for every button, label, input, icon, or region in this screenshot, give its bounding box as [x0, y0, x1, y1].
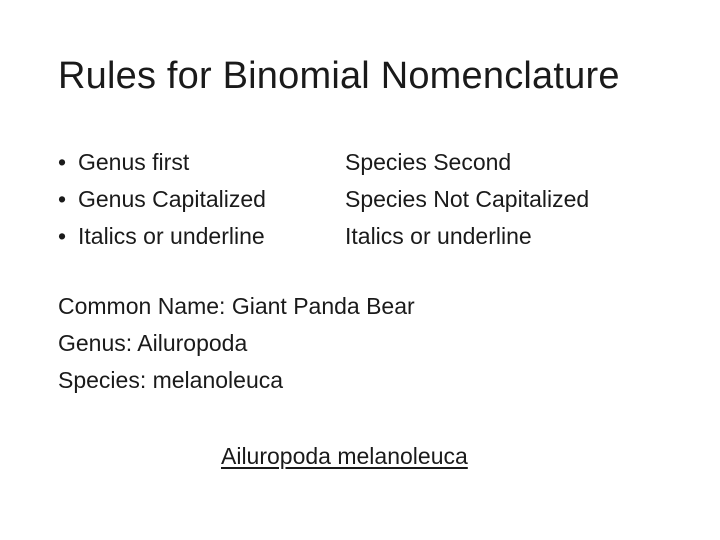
genus-rule-item [58, 181, 266, 218]
scientific-name: Ailuropoda melanoleuca [221, 443, 468, 469]
species-rules-list [345, 144, 589, 255]
genus-rule-item [58, 218, 266, 255]
genus-rule-item [58, 144, 266, 181]
genus-line: Genus: Ailuropoda [58, 330, 248, 356]
bullet-icon: • [58, 223, 67, 249]
example-block [58, 288, 415, 399]
genus-rules-list [58, 144, 266, 255]
genus-rule-text: Italics or underline [78, 223, 265, 249]
genus-rule-text: Genus first [78, 149, 190, 175]
bullet-icon: • [58, 149, 67, 175]
species-rule-item: Species Not Capitalized [345, 186, 590, 212]
species-rule-item: Species Second [345, 149, 512, 175]
common-name-line: Common Name: Giant Panda Bear [58, 293, 415, 319]
bullet-icon: • [58, 186, 67, 212]
species-rule-item: Italics or underline [345, 223, 532, 249]
slide-title: Rules for Binomial Nomenclature [58, 55, 620, 97]
genus-rule-text: Genus Capitalized [78, 186, 266, 212]
species-line: Species: melanoleuca [58, 367, 284, 393]
